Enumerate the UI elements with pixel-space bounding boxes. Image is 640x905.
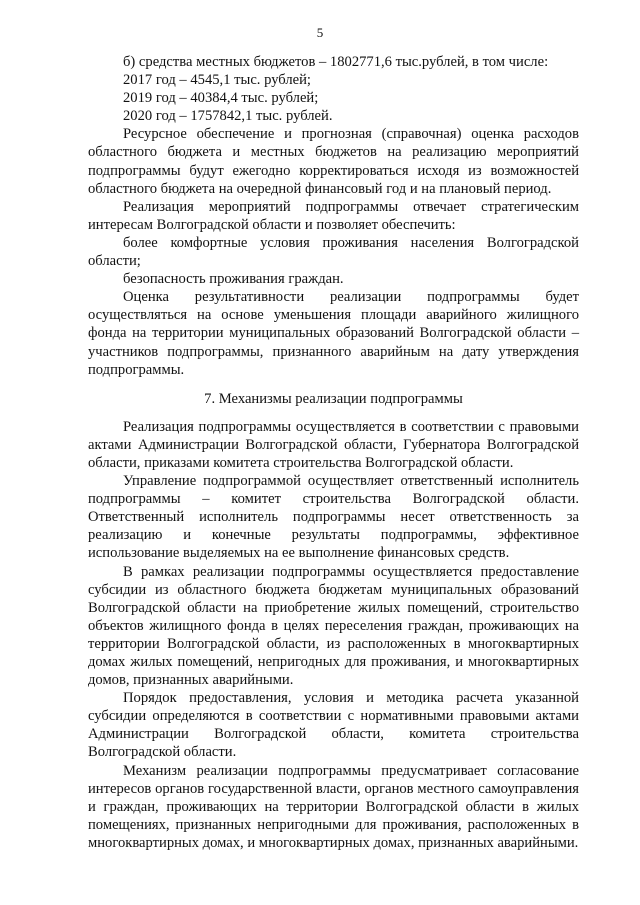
paragraph-year-2020: 2020 год – 1757842,1 тыс. рублей. [123,108,333,125]
paragraph-resource-provision: Ресурсное обеспечение и прогнозная (справочная) оценка расходов областного бюджета и местных бюджетов на реализацию мероприятий подпрограммы будут ежегодно корректироваться исходя из возможностей областного бюджета на очередной финансовый год и на плановый период. [88,126,579,197]
paragraph-legal-acts: Реализация подпрограммы осуществляется в соответствии с правовыми актами Администрации Волгоградской области, Губернатора Волгоградской области, приказами комитета строительства Волгоградской области. [88,418,579,471]
paragraph-local-budgets: б) средства местных бюджетов – 1802771,6 тыс.рублей, в том числе: [123,54,549,70]
section-heading: 7. Механизмы реализации подпрограммы [204,390,463,407]
paragraph-management: Управление подпрограммой осуществляет ответственный исполнитель подпрограммы – комитет строительства Волгоградской области. Ответственный исполнитель подпрограммы несет ответственность за реализацию и конечные результаты подпрограммы, эффективное использование выделяемых на ее выполнение финансовых средств. [88,473,579,562]
paragraph-subsidy: В рамках реализации подпрограммы осуществляется предоставление субсидии из областного бюджета бюджетам муниципальных образований Волгоградской области на приобретение жилых помещений, строительство объектов жилищного фонда в целях переселения граждан, проживающих на территории Волгоградской области, из расположенных в многоквартирных домах жилых помещений, непригодных для проживания, и многоквартирных домов, признанных аварийными. [88,563,579,689]
paragraph-effectiveness-evaluation: Оценка результативности реализации подпрограммы будет осуществляться на основе уменьшения площади аварийного жилищного фонда на территории муниципальных образований Волгоградской области – участников подпрограммы, признанного аварийным на дату утверждения подпрограммы. [88,289,579,378]
paragraph-comfortable-conditions: более комфортные условия проживания населения Волгоградской области; [88,234,579,270]
paragraph-subsidy-procedure: Порядок предоставления, условия и методика расчета указанной субсидии определяются в соответствии с нормативными правовыми актами Администрации Волгоградской области, комитета строительства Волгоградской области. [88,690,579,761]
document-body [88,53,579,852]
paragraph-year-2019: 2019 год – 40384,4 тыс. рублей; [123,90,319,107]
paragraph-strategic-interests: Реализация мероприятий подпрограммы отвечает стратегическим интересам Волгоградской области и позволяет обеспечить: [88,198,579,233]
paragraph-year-2017: 2017 год – 4545,1 тыс. рублей; [123,72,311,89]
paragraph-mechanism: Механизм реализации подпрограммы предусматривает согласование интересов органов государственной власти, органов местного самоуправления и граждан, проживающих на территории Волгоградской области в жилых помещениях, признанных непригодными для проживания, расположенных в многоквартирных домах, и многоквартирных домах, признанных аварийными. [88,762,579,851]
paragraph-safety: безопасность проживания граждан. [123,271,344,288]
page-number: 5 [316,25,324,40]
